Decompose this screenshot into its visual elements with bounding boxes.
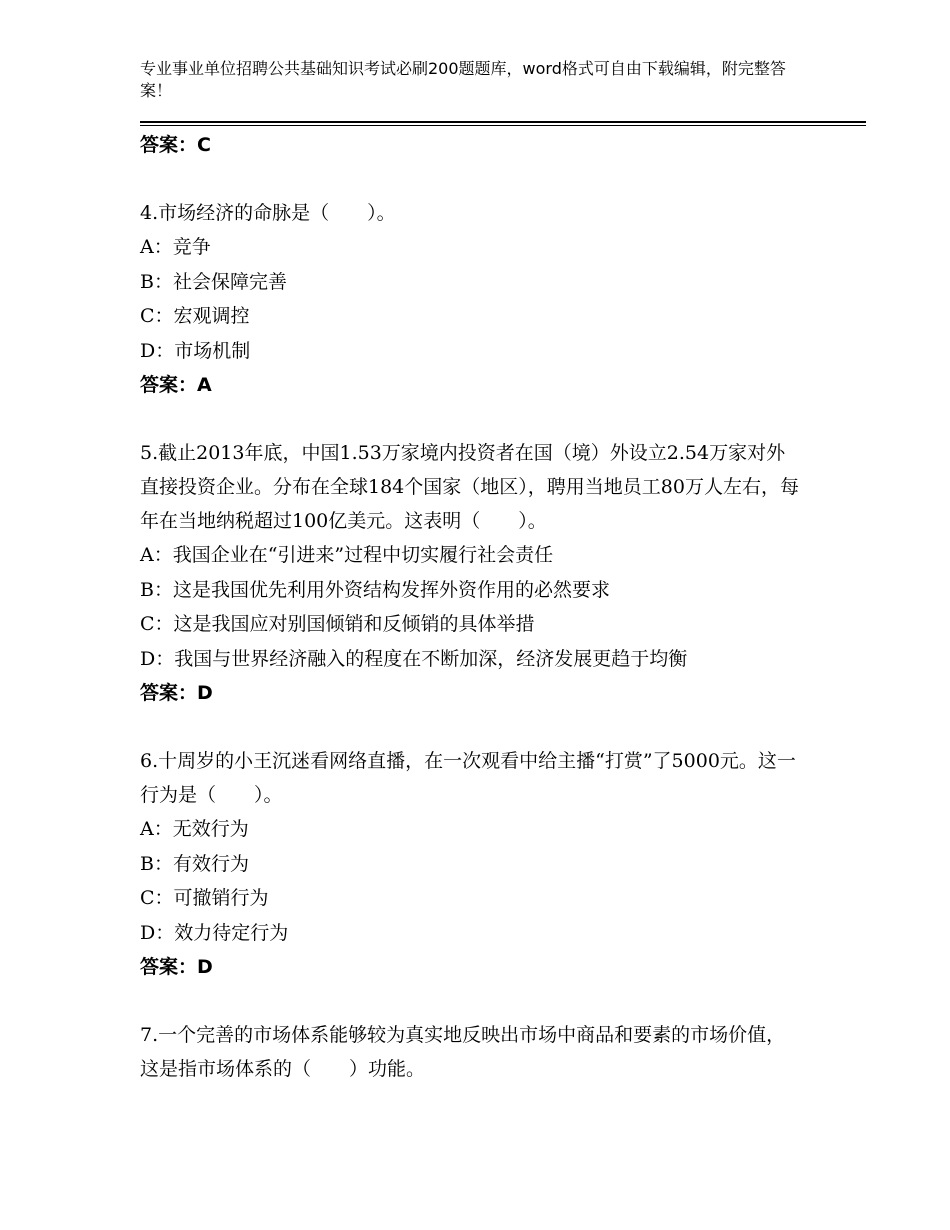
answer: 答案：D — [140, 682, 213, 704]
option-d: D：我国与世界经济融入的程度在不断加深，经济发展更趋于均衡 — [140, 647, 688, 670]
option-a: A：我国企业在“引进来”过程中切实履行社会责任 — [140, 544, 554, 566]
option-c: C：这是我国应对别国倾销和反倾销的具体举措 — [140, 613, 535, 635]
question-stem: 7.一个完善的市场体系能够较为真实地反映出市场中商品和要素的市场价值，这是指市场体系的（ ）功能。 — [140, 1024, 786, 1080]
option-c: C：宏观调控 — [140, 305, 250, 327]
option-c: C：可撤销行为 — [140, 887, 269, 909]
header-rule-thin — [140, 125, 866, 126]
option-b: B：这是我国优先利用外资结构发挥外资作用的必然要求 — [140, 578, 610, 601]
answer: 答案：A — [140, 374, 212, 396]
header-rule-thick — [140, 121, 866, 123]
question-stem: 4.市场经济的命脉是（ ）。 — [140, 202, 396, 224]
answer-previous-question: 答案：C — [140, 134, 211, 156]
option-d: D：市场机制 — [140, 339, 251, 362]
option-b: B：有效行为 — [140, 852, 249, 875]
document-body — [140, 128, 800, 1086]
option-d: D：效力待定行为 — [140, 921, 289, 944]
option-b: B：社会保障完善 — [140, 270, 287, 293]
page-header: 专业事业单位招聘公共基础知识考试必刷200题题库，word格式可自由下载编辑，附完整答案！ — [140, 59, 786, 100]
question-4 — [140, 196, 800, 402]
question-stem: 5.截止2013年底，中国1.53万家境内投资者在国（境）外设立2.54万家对外直接投资企业。分布在全球184个国家（地区），聘用当地员工80万人左右，每年在当地纳税超过100亿美元。这表明（ ）。 — [140, 442, 799, 532]
option-a: A：竞争 — [140, 236, 211, 258]
question-5 — [140, 436, 800, 710]
option-a: A：无效行为 — [140, 818, 249, 840]
question-6 — [140, 744, 800, 984]
question-7 — [140, 1018, 800, 1086]
answer: 答案：D — [140, 956, 213, 978]
question-stem: 6.十周岁的小王沉迷看网络直播，在一次观看中给主播“打赏”了5000元。这一行为是（ ）。 — [140, 750, 796, 806]
